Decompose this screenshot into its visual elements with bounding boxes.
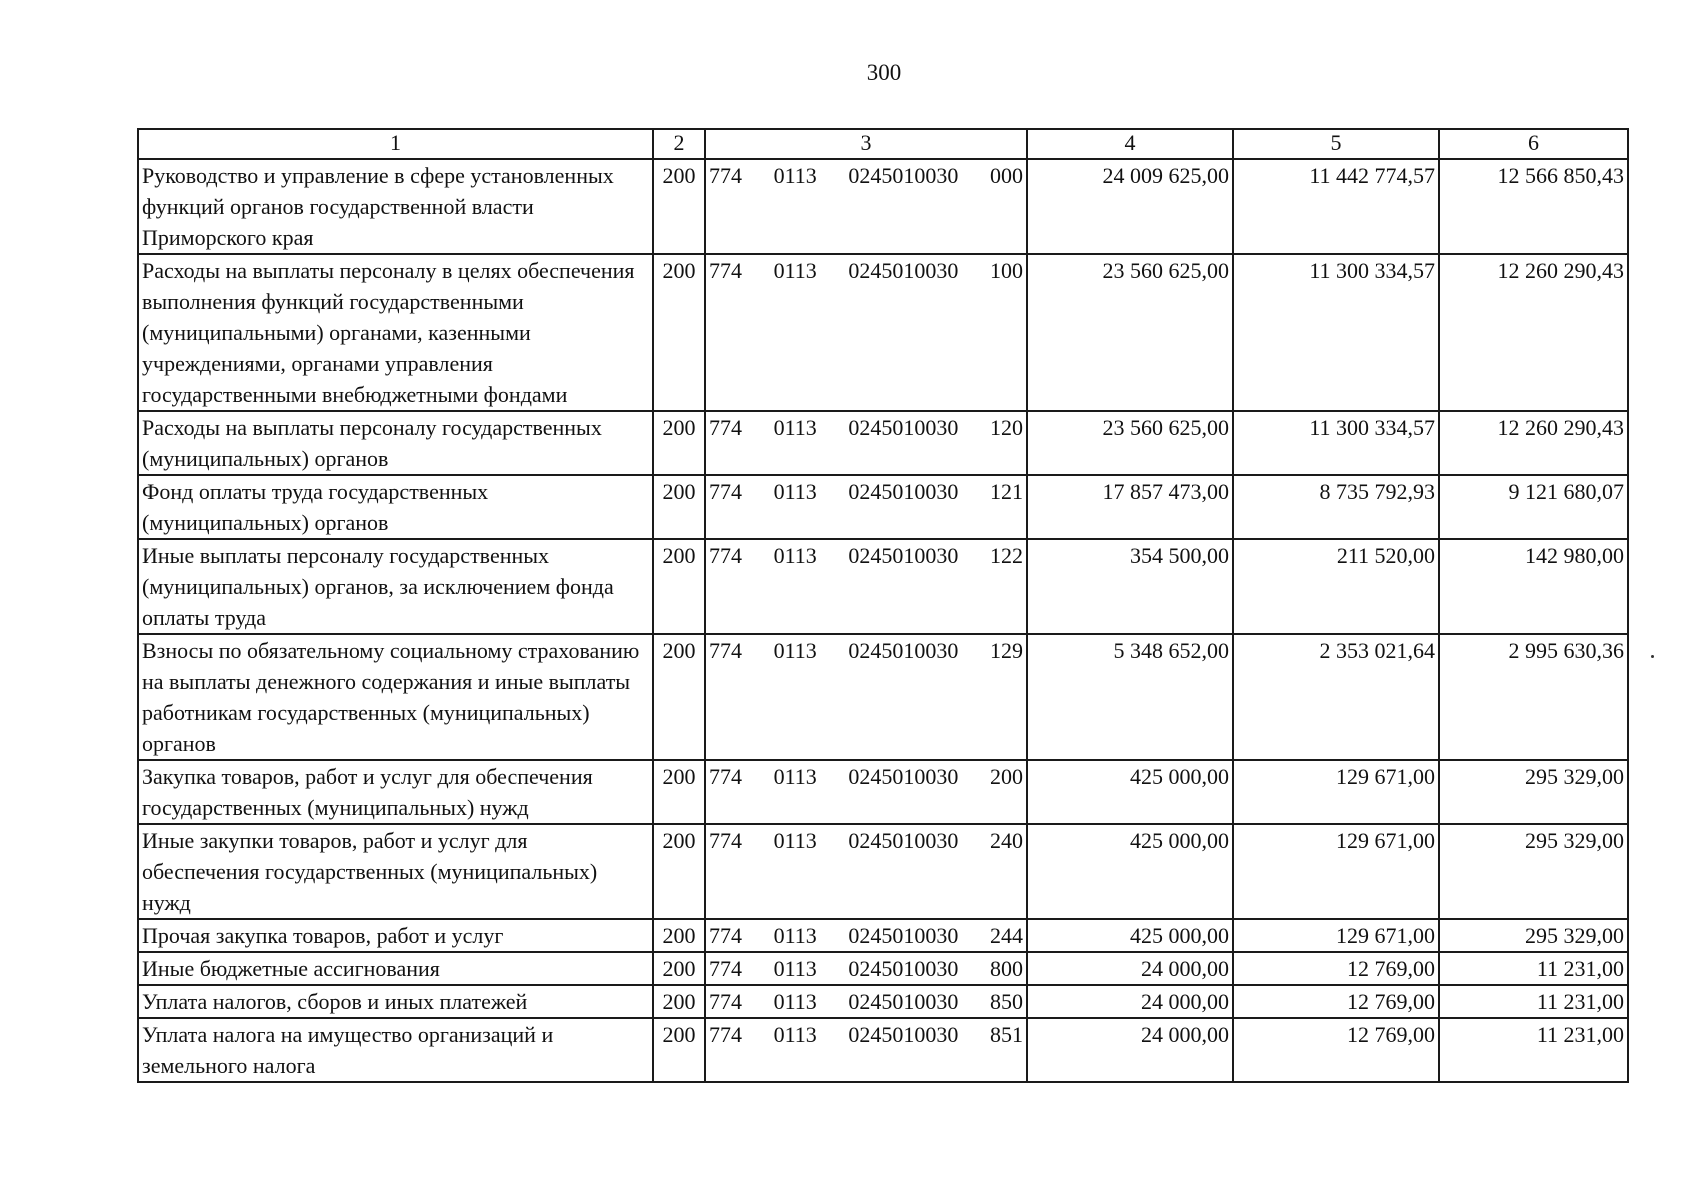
code-group xyxy=(709,920,1023,951)
section-code: 0113 xyxy=(773,543,817,568)
row-name: Закупка товаров, работ и услуг для обеспечения государственных (муниципальных) нужд xyxy=(138,760,653,824)
table-row xyxy=(138,634,1628,760)
col3-codes xyxy=(705,159,1027,254)
section-code: 0113 xyxy=(773,638,817,663)
expense-type-code: 850 xyxy=(989,989,1023,1014)
row-name: Иные выплаты персоналу государственных (муниципальных) органов, за исключением фонда оплаты труда xyxy=(138,539,653,634)
table-header xyxy=(138,129,1628,159)
code-group xyxy=(709,825,1023,856)
expense-type-code: 800 xyxy=(989,956,1023,981)
table-row xyxy=(138,539,1628,634)
code-group xyxy=(709,635,1023,666)
col2-code: 200 xyxy=(653,1018,705,1082)
col3-codes xyxy=(705,919,1027,952)
chapter-code: 774 xyxy=(709,956,742,981)
col6-amount: 12 566 850,43 xyxy=(1439,159,1628,254)
row-name: Расходы на выплаты персоналу в целях обеспечения выполнения функций государственными (муниципальными) органами, казенными учреждениями, органами управления государственными внебюджетными фондами xyxy=(138,254,653,411)
col2-code: 200 xyxy=(653,254,705,411)
col6-amount: 9 121 680,07 xyxy=(1439,475,1628,539)
code-group xyxy=(709,412,1023,443)
col3-codes xyxy=(705,254,1027,411)
section-code: 0113 xyxy=(773,163,817,188)
chapter-code: 774 xyxy=(709,1022,742,1047)
column-header: 1 xyxy=(138,129,653,159)
col2-code: 200 xyxy=(653,634,705,760)
column-header: 2 xyxy=(653,129,705,159)
expense-type-code: 200 xyxy=(989,764,1023,789)
table-row xyxy=(138,919,1628,952)
target-article-code: 0245010030 xyxy=(848,258,959,283)
table-row xyxy=(138,985,1628,1018)
col5-amount: 129 671,00 xyxy=(1233,919,1439,952)
target-article-code: 0245010030 xyxy=(848,956,959,981)
target-article-code: 0245010030 xyxy=(848,479,959,504)
scan-speck xyxy=(1651,655,1654,658)
expense-type-code: 121 xyxy=(989,479,1023,504)
code-group xyxy=(709,1019,1023,1050)
chapter-code: 774 xyxy=(709,415,742,440)
header-row xyxy=(138,129,1628,159)
col2-code: 200 xyxy=(653,985,705,1018)
chapter-code: 774 xyxy=(709,638,742,663)
section-code: 0113 xyxy=(773,989,817,1014)
col4-amount: 354 500,00 xyxy=(1027,539,1233,634)
col6-amount: 12 260 290,43 xyxy=(1439,411,1628,475)
section-code: 0113 xyxy=(773,1022,817,1047)
col4-amount: 24 000,00 xyxy=(1027,952,1233,985)
table-row xyxy=(138,1018,1628,1082)
target-article-code: 0245010030 xyxy=(848,989,959,1014)
col4-amount: 23 560 625,00 xyxy=(1027,411,1233,475)
budget-table xyxy=(137,128,1629,1083)
code-group xyxy=(709,540,1023,571)
section-code: 0113 xyxy=(773,923,817,948)
col5-amount: 12 769,00 xyxy=(1233,952,1439,985)
code-group xyxy=(709,761,1023,792)
target-article-code: 0245010030 xyxy=(848,764,959,789)
col4-amount: 23 560 625,00 xyxy=(1027,254,1233,411)
chapter-code: 774 xyxy=(709,923,742,948)
col4-amount: 5 348 652,00 xyxy=(1027,634,1233,760)
row-name: Иные бюджетные ассигнования xyxy=(138,952,653,985)
col2-code: 200 xyxy=(653,919,705,952)
table-row xyxy=(138,159,1628,254)
col6-amount: 11 231,00 xyxy=(1439,952,1628,985)
target-article-code: 0245010030 xyxy=(848,415,959,440)
col3-codes xyxy=(705,411,1027,475)
section-code: 0113 xyxy=(773,956,817,981)
col6-amount: 295 329,00 xyxy=(1439,760,1628,824)
col2-code: 200 xyxy=(653,475,705,539)
col5-amount: 129 671,00 xyxy=(1233,824,1439,919)
col6-amount: 295 329,00 xyxy=(1439,824,1628,919)
col4-amount: 24 009 625,00 xyxy=(1027,159,1233,254)
col2-code: 200 xyxy=(653,824,705,919)
col4-amount: 425 000,00 xyxy=(1027,760,1233,824)
col2-code: 200 xyxy=(653,539,705,634)
code-group xyxy=(709,986,1023,1017)
target-article-code: 0245010030 xyxy=(848,638,959,663)
col4-amount: 425 000,00 xyxy=(1027,919,1233,952)
column-header: 6 xyxy=(1439,129,1628,159)
col5-amount: 11 300 334,57 xyxy=(1233,411,1439,475)
code-group xyxy=(709,255,1023,286)
target-article-code: 0245010030 xyxy=(848,923,959,948)
section-code: 0113 xyxy=(773,415,817,440)
col3-codes xyxy=(705,824,1027,919)
target-article-code: 0245010030 xyxy=(848,828,959,853)
chapter-code: 774 xyxy=(709,543,742,568)
col5-amount: 11 442 774,57 xyxy=(1233,159,1439,254)
col5-amount: 129 671,00 xyxy=(1233,760,1439,824)
target-article-code: 0245010030 xyxy=(848,163,959,188)
expense-type-code: 851 xyxy=(989,1022,1023,1047)
table-row xyxy=(138,760,1628,824)
col6-amount: 11 231,00 xyxy=(1439,985,1628,1018)
section-code: 0113 xyxy=(773,764,817,789)
column-header: 3 xyxy=(705,129,1027,159)
row-name: Уплата налогов, сборов и иных платежей xyxy=(138,985,653,1018)
col2-code: 200 xyxy=(653,159,705,254)
row-name: Иные закупки товаров, работ и услуг для обеспечения государственных (муниципальных) нужд xyxy=(138,824,653,919)
page-number: 300 xyxy=(866,60,902,85)
col2-code: 200 xyxy=(653,411,705,475)
target-article-code: 0245010030 xyxy=(848,1022,959,1047)
col3-codes xyxy=(705,985,1027,1018)
row-name: Фонд оплаты труда государственных (муниципальных) органов xyxy=(138,475,653,539)
chapter-code: 774 xyxy=(709,828,742,853)
target-article-code: 0245010030 xyxy=(848,543,959,568)
col3-codes xyxy=(705,475,1027,539)
table-row xyxy=(138,411,1628,475)
expense-type-code: 000 xyxy=(989,163,1023,188)
col4-amount: 17 857 473,00 xyxy=(1027,475,1233,539)
table-row xyxy=(138,824,1628,919)
col5-amount: 8 735 792,93 xyxy=(1233,475,1439,539)
chapter-code: 774 xyxy=(709,479,742,504)
col3-codes xyxy=(705,952,1027,985)
row-name: Прочая закупка товаров, работ и услуг xyxy=(138,919,653,952)
col4-amount: 425 000,00 xyxy=(1027,824,1233,919)
column-header: 5 xyxy=(1233,129,1439,159)
expense-type-code: 122 xyxy=(989,543,1023,568)
row-name: Уплата налога на имущество организаций и земельного налога xyxy=(138,1018,653,1082)
code-group xyxy=(709,160,1023,191)
col3-codes xyxy=(705,760,1027,824)
col4-amount: 24 000,00 xyxy=(1027,1018,1233,1082)
chapter-code: 774 xyxy=(709,764,742,789)
col2-code: 200 xyxy=(653,760,705,824)
col6-amount: 142 980,00 xyxy=(1439,539,1628,634)
col5-amount: 12 769,00 xyxy=(1233,985,1439,1018)
col3-codes xyxy=(705,1018,1027,1082)
col5-amount: 11 300 334,57 xyxy=(1233,254,1439,411)
col2-code: 200 xyxy=(653,952,705,985)
column-header: 4 xyxy=(1027,129,1233,159)
table-row xyxy=(138,254,1628,411)
section-code: 0113 xyxy=(773,258,817,283)
col6-amount: 11 231,00 xyxy=(1439,1018,1628,1082)
row-name: Взносы по обязательному социальному страхованию на выплаты денежного содержания и иные выплаты работникам государственных (муниципальных) органов xyxy=(138,634,653,760)
col6-amount: 295 329,00 xyxy=(1439,919,1628,952)
code-group xyxy=(709,476,1023,507)
col3-codes xyxy=(705,539,1027,634)
code-group xyxy=(709,953,1023,984)
chapter-code: 774 xyxy=(709,163,742,188)
col3-codes xyxy=(705,634,1027,760)
col5-amount: 2 353 021,64 xyxy=(1233,634,1439,760)
expense-type-code: 129 xyxy=(989,638,1023,663)
expense-type-code: 100 xyxy=(989,258,1023,283)
col6-amount: 12 260 290,43 xyxy=(1439,254,1628,411)
table-body xyxy=(138,159,1628,1082)
expense-type-code: 120 xyxy=(989,415,1023,440)
expense-type-code: 244 xyxy=(989,923,1023,948)
col5-amount: 211 520,00 xyxy=(1233,539,1439,634)
col5-amount: 12 769,00 xyxy=(1233,1018,1439,1082)
table-row xyxy=(138,475,1628,539)
col6-amount: 2 995 630,36 xyxy=(1439,634,1628,760)
chapter-code: 774 xyxy=(709,989,742,1014)
col4-amount: 24 000,00 xyxy=(1027,985,1233,1018)
table-row xyxy=(138,952,1628,985)
row-name: Руководство и управление в сфере установленных функций органов государственной власти Приморского края xyxy=(138,159,653,254)
row-name: Расходы на выплаты персоналу государственных (муниципальных) органов xyxy=(138,411,653,475)
section-code: 0113 xyxy=(773,479,817,504)
section-code: 0113 xyxy=(773,828,817,853)
chapter-code: 774 xyxy=(709,258,742,283)
expense-type-code: 240 xyxy=(989,828,1023,853)
